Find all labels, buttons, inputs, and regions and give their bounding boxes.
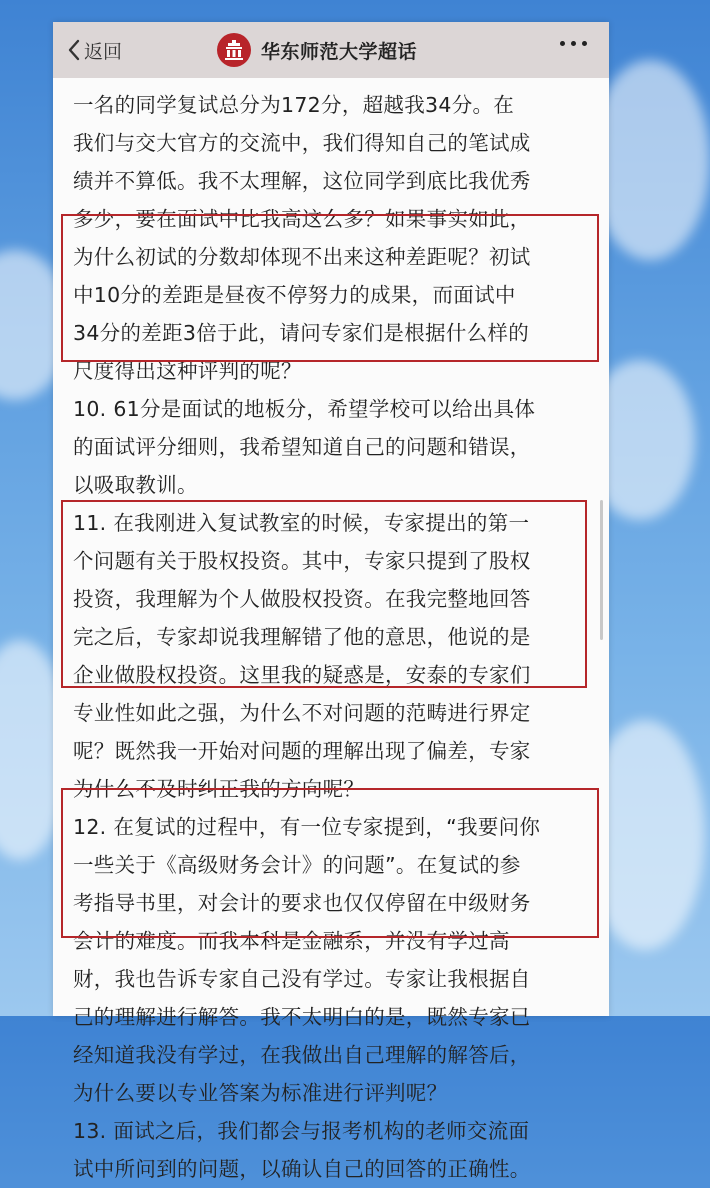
- app-screen: [53, 22, 609, 1181]
- more-dot-icon: [582, 41, 587, 46]
- text-line: 一名的同学复试总分为172分，超越我34分。在: [73, 93, 515, 117]
- text-line: 个问题有关于股权投资。其中，专家只提到了股权: [73, 549, 531, 573]
- text-line: 一些关于《高级财务会计》的问题”。在复试的参: [73, 853, 521, 877]
- text-line: 我们与交大官方的交流中，我们得知自己的笔试成: [73, 131, 531, 155]
- text-line: 多少，要在面试中比我高这么多？如果事实如此，: [73, 207, 531, 231]
- scrollbar[interactable]: [600, 500, 603, 640]
- text-line: 财，我也告诉专家自己没有学过。专家让我根据自: [73, 967, 531, 991]
- text-line: 的面试评分细则，我希望知道自己的问题和错误，: [73, 435, 531, 459]
- text-line: 中10分的差距是昼夜不停努力的成果，而面试中: [73, 283, 516, 307]
- more-dot-icon: [560, 41, 565, 46]
- chevron-left-icon: [67, 38, 81, 62]
- text-line: 呢？既然我一开始对问题的理解出现了偏差，专家: [73, 739, 531, 763]
- text-line: 己的理解进行解答。我不太明白的是，既然专家已: [73, 1005, 531, 1029]
- text-line: 试中所问到的问题，以确认自己的回答的正确性。: [73, 1157, 531, 1181]
- text-line: 以吸取教训。: [73, 473, 198, 497]
- page-header: [217, 32, 417, 68]
- text-line: 12. 在复试的过程中，有一位专家提到，“我要问你: [73, 815, 541, 839]
- university-logo-icon: [217, 33, 251, 67]
- text-line: 为什么不及时纠正我的方向呢？: [73, 777, 365, 801]
- top-bar: [53, 22, 609, 78]
- highlight-box: [61, 788, 599, 938]
- back-button[interactable]: [67, 35, 122, 65]
- more-dot-icon: [571, 41, 576, 46]
- text-line: 为什么初试的分数却体现不出来这种差距呢？初试: [73, 245, 531, 269]
- text-line: 考指导书里，对会计的要求也仅仅停留在中级财务: [73, 891, 531, 915]
- text-line: 13. 面试之后，我们都会与报考机构的老师交流面: [73, 1119, 530, 1143]
- text-line: 会计的难度。而我本科是金融系，并没有学过高: [73, 929, 510, 953]
- text-line: 完之后，专家却说我理解错了他的意思，他说的是: [73, 625, 531, 649]
- highlight-box: [61, 214, 599, 362]
- text-line: 绩并不算低。我不太理解，这位同学到底比我优秀: [73, 169, 531, 193]
- text-line: 投资，我理解为个人做股权投资。在我完整地回答: [73, 587, 531, 611]
- highlight-box: [61, 500, 587, 688]
- text-line: 企业做股权投资。这里我的疑惑是，安泰的专家们: [73, 663, 531, 687]
- text-line: 尺度得出这种评判的呢？: [73, 359, 302, 383]
- text-line: 10. 61分是面试的地板分，希望学校可以给出具体: [73, 397, 536, 421]
- page-title: 华东师范大学超话: [261, 40, 418, 63]
- back-label: 返回: [84, 40, 123, 63]
- more-options-button[interactable]: [560, 41, 587, 46]
- text-line: 34分的差距3倍于此，请问专家们是根据什么样的: [73, 321, 530, 345]
- text-line: 专业性如此之强，为什么不对问题的范畴进行界定: [73, 701, 531, 725]
- text-line: 11. 在我刚进入复试教室的时候，专家提出的第一: [73, 511, 530, 535]
- text-line: 经知道我没有学过，在我做出自己理解的解答后，: [73, 1043, 531, 1067]
- text-line: 为什么要以专业答案为标准进行评判呢？: [73, 1081, 448, 1105]
